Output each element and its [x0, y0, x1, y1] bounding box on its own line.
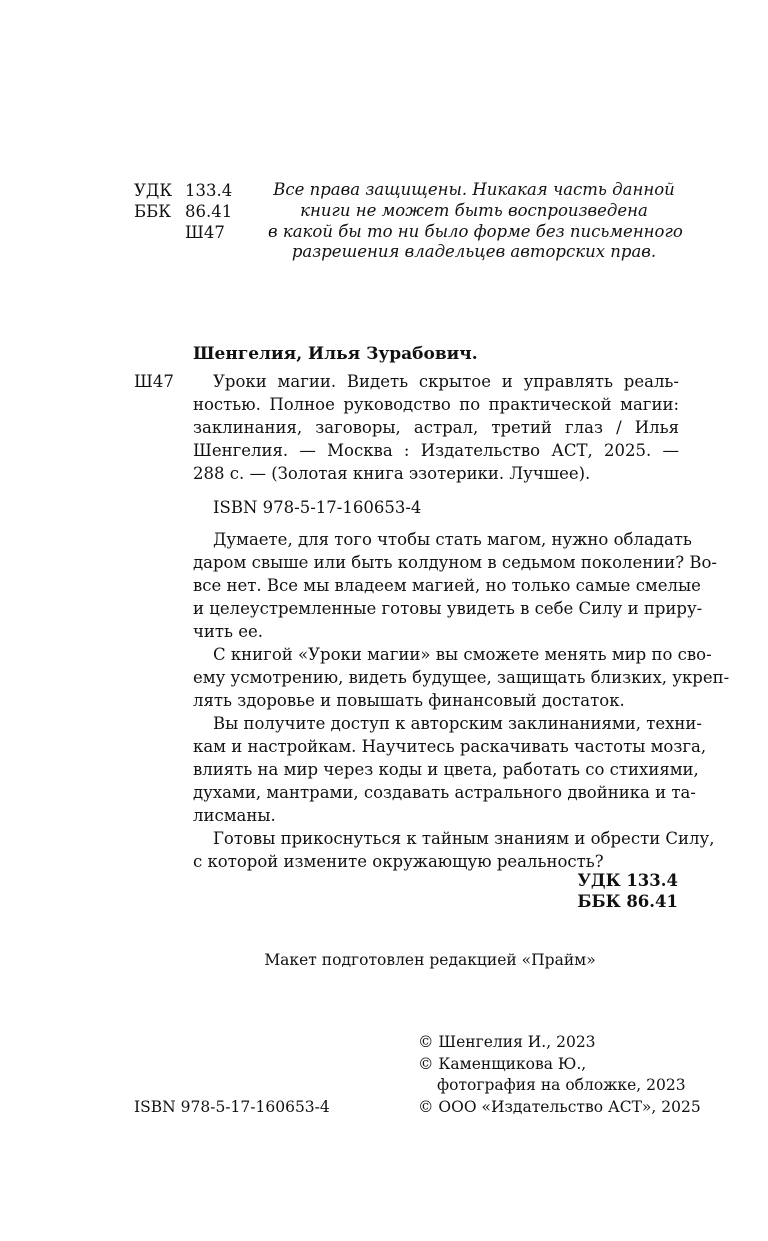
annotation-line: ему усмотрению, видеть будущее, защищать близких, укреп-	[193, 668, 730, 687]
description-line: заклинания, заговоры, астрал, третий глаз / Илья	[193, 418, 679, 437]
udk-label: УДК	[134, 181, 173, 200]
rights-notice	[268, 180, 683, 263]
annotation-line: все нет. Все мы владеем магией, но только самые смелые	[193, 576, 701, 595]
rights-line: книги не может быть воспроизведена	[300, 200, 648, 220]
bbk-value: 86.41	[185, 202, 233, 221]
udk-value: 133.4	[185, 181, 233, 200]
copyright-line: © Каменщикова Ю.,	[418, 1055, 587, 1073]
annotation-line: С книгой «Уроки магии» вы сможете менять мир по сво-	[213, 645, 712, 664]
author-mark-top: Ш47	[185, 223, 225, 242]
annotation-line: с которой измените окружающую реальность?	[193, 852, 604, 871]
rights-line: в какой бы то ни было форме без письменного	[268, 221, 683, 241]
isbn-bottom: ISBN 978-5-17-160653-4	[134, 1098, 330, 1116]
udk-bottom: УДК 133.4	[577, 871, 678, 890]
annotation-line: лять здоровье и повышать финансовый достаток.	[193, 691, 625, 710]
isbn: ISBN 978-5-17-160653-4	[213, 498, 422, 517]
annotation-line: чить ее.	[193, 622, 264, 641]
annotation-line: даром свыше или быть колдуном в седьмом поколении? Во-	[193, 553, 718, 572]
author-heading: Шенгелия, Илья Зурабович.	[193, 344, 478, 364]
annotation-line: Думаете, для того чтобы стать магом, нужно обладать	[213, 530, 692, 549]
annotation-line: Вы получите доступ к авторским заклинаниями, техни-	[213, 714, 702, 733]
copyright-line: фотография на обложке, 2023	[437, 1076, 686, 1094]
bbk-label: ББК	[134, 202, 172, 221]
rights-line: разрешения владельцев авторских прав.	[291, 242, 657, 262]
rights-line: Все права защищены. Никакая часть данной	[273, 180, 675, 199]
prepared-by: Макет подготовлен редакцией «Прайм»	[264, 951, 596, 969]
annotation-line: и целеустремленные готовы увидеть в себе Силу и приру-	[193, 599, 703, 618]
annotation-line: Готовы прикоснуться к тайным знаниям и обрести Силу,	[213, 829, 715, 848]
annotation-line: духами, мантрами, создавать астрального двойника и та-	[193, 783, 696, 802]
description-line: 288 с. — (Золотая книга эзотерики. Лучшее).	[193, 464, 591, 483]
copyright-line: © ООО «Издательство АСТ», 2025	[418, 1098, 701, 1116]
description-line: Уроки магии. Видеть скрытое и управлять реаль-	[213, 372, 679, 391]
description-line: Шенгелия. — Москва : Издательство АСТ, 2025. —	[193, 441, 679, 460]
annotation-line: кам и настройкам. Научитесь раскачивать частоты мозга,	[193, 737, 707, 756]
annotation-line: влиять на мир через коды и цвета, работать со стихиями,	[193, 760, 699, 779]
annotation-line: лисманы.	[193, 806, 276, 825]
author-mark: Ш47	[134, 372, 174, 391]
bbk-bottom: ББК 86.41	[577, 892, 678, 911]
description-line: ностью. Полное руководство по практической магии:	[193, 395, 679, 414]
copyright-line: © Шенгелия И., 2023	[418, 1033, 596, 1051]
